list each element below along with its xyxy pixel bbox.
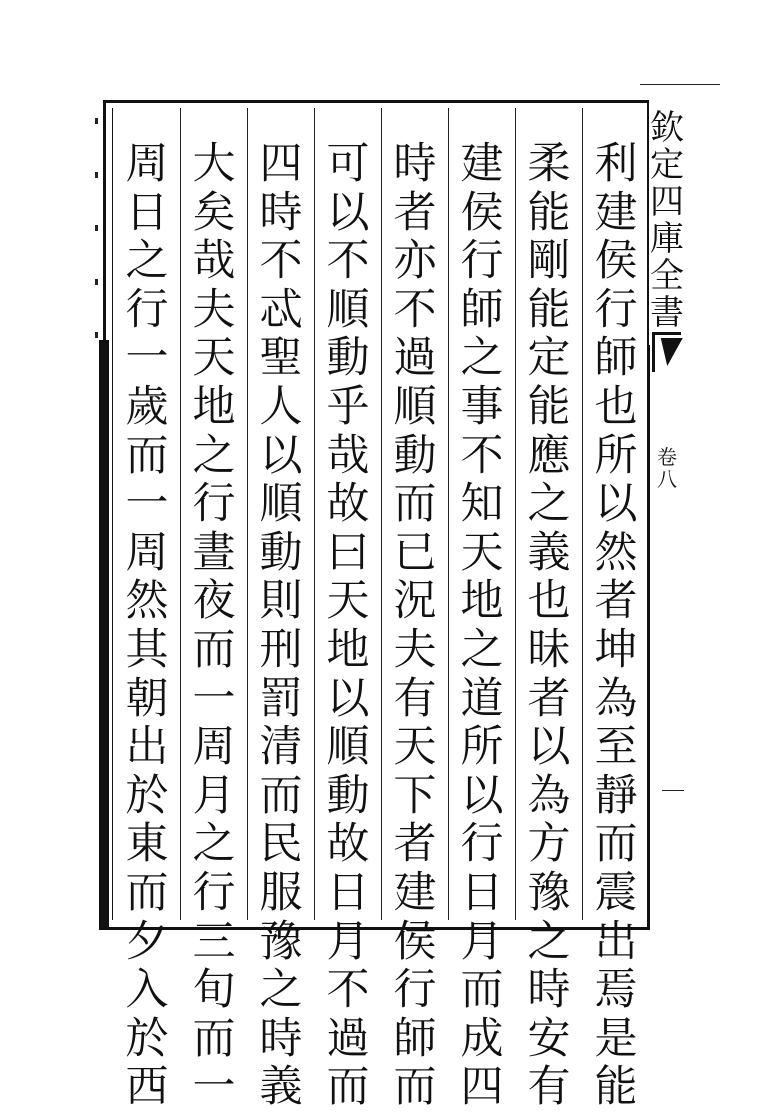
text-character: 地 (460, 576, 504, 627)
binding-edge-mark (99, 340, 109, 930)
column-rule (180, 108, 181, 920)
text-character: 而 (192, 624, 236, 675)
text-character: 其 (125, 624, 169, 675)
text-character: 侯 (460, 187, 504, 238)
text-character: 然 (594, 527, 638, 578)
gutter-volume-character: 卷 (657, 445, 677, 469)
text-character: 天 (393, 722, 437, 773)
text-character: 而 (594, 819, 638, 870)
text-character: 哉 (326, 430, 370, 481)
text-character: 地 (326, 624, 370, 675)
text-character: 有 (527, 1062, 571, 1112)
text-character: 一 (125, 479, 169, 530)
text-character: 所 (460, 722, 504, 773)
text-character: 焉 (594, 965, 638, 1016)
text-character: 以 (594, 479, 638, 530)
text-character: 柔 (527, 139, 571, 189)
text-character: 不 (259, 236, 303, 287)
gutter-title-character: 庫 (650, 219, 684, 259)
gutter-title-character: 定 (650, 145, 684, 185)
text-character: 聖 (259, 333, 303, 384)
text-character: 三 (192, 916, 236, 967)
text-character: 月 (192, 770, 236, 821)
gutter-volume-label (654, 446, 680, 490)
text-character: 則 (259, 576, 303, 627)
text-character: 動 (326, 333, 370, 384)
text-character: 動 (326, 770, 370, 821)
text-character: 矣 (192, 187, 236, 238)
text-character: 於 (125, 1013, 169, 1064)
text-character: 成 (460, 1013, 504, 1064)
column-rule (247, 108, 248, 920)
text-character: 故 (326, 819, 370, 870)
text-character: 時 (259, 1013, 303, 1064)
text-character: 師 (594, 333, 638, 384)
text-character: 時 (527, 965, 571, 1016)
text-character: 行 (460, 819, 504, 870)
text-character: 不 (393, 284, 437, 335)
column-rule (448, 108, 449, 920)
text-character: 道 (460, 673, 504, 724)
text-character: 以 (326, 673, 370, 724)
text-character: 利 (594, 139, 638, 189)
text-character: 時 (259, 187, 303, 238)
column-rule (515, 108, 516, 920)
text-column-3 (454, 139, 510, 1112)
text-character: 之 (259, 965, 303, 1016)
text-character: 日 (326, 867, 370, 918)
text-character: 師 (460, 284, 504, 335)
text-character: 順 (326, 722, 370, 773)
text-character: 四 (460, 1062, 504, 1112)
text-character: 夫 (393, 624, 437, 675)
text-character: 於 (125, 770, 169, 821)
text-character: 所 (594, 430, 638, 481)
text-character: 者 (594, 576, 638, 627)
text-character: 動 (259, 527, 303, 578)
text-character: 能 (527, 284, 571, 335)
text-character: 能 (527, 381, 571, 432)
text-character: 之 (460, 624, 504, 675)
inner-border-line (112, 108, 113, 920)
text-character: 已 (393, 527, 437, 578)
text-character: 月 (460, 916, 504, 967)
text-character: 而 (259, 770, 303, 821)
text-character: 罰 (259, 673, 303, 724)
text-character: 方 (527, 819, 571, 870)
text-character: 大 (192, 139, 236, 189)
column-rule (381, 108, 382, 920)
text-character: 周 (125, 527, 169, 578)
text-character: 歲 (125, 381, 169, 432)
text-character: 之 (460, 333, 504, 384)
text-character: 旬 (192, 965, 236, 1016)
text-character: 者 (393, 187, 437, 238)
text-character: 而 (192, 1013, 236, 1064)
gutter-title-character: 四 (650, 182, 684, 222)
text-character: 是 (594, 1013, 638, 1064)
text-character: 應 (527, 430, 571, 481)
text-character: 過 (393, 333, 437, 384)
text-character: 一 (192, 673, 236, 724)
text-character: 夜 (192, 576, 236, 627)
text-character: 清 (259, 722, 303, 773)
gutter-tick-rule (662, 790, 684, 791)
text-character: 以 (326, 187, 370, 238)
text-character: 時 (393, 139, 437, 189)
text-character: 而 (125, 430, 169, 481)
text-character: 哉 (192, 236, 236, 287)
text-character: 朝 (125, 673, 169, 724)
text-character: 人 (259, 381, 303, 432)
text-character: 行 (393, 965, 437, 1016)
text-column-6 (253, 139, 309, 1112)
text-character: 入 (125, 965, 169, 1016)
text-character: 不 (326, 236, 370, 287)
gutter-title-character: 書 (650, 293, 684, 333)
text-character: 西 (125, 1062, 169, 1112)
text-character: 日 (125, 187, 169, 238)
text-column-5 (320, 139, 376, 1112)
text-column-4 (387, 139, 443, 1112)
text-character: 事 (460, 381, 504, 432)
text-character: 為 (594, 673, 638, 724)
text-character: 而 (326, 1062, 370, 1112)
text-character: 夕 (125, 916, 169, 967)
text-character: 震 (594, 867, 638, 918)
text-character: 民 (259, 819, 303, 870)
text-character: 昧 (527, 624, 571, 675)
text-character: 況 (393, 576, 437, 627)
text-character: 剛 (527, 236, 571, 287)
text-character: 也 (594, 381, 638, 432)
text-character: 有 (393, 673, 437, 724)
column-rule (582, 108, 583, 920)
text-character: 豫 (527, 867, 571, 918)
text-character: 順 (326, 284, 370, 335)
gutter-title-character: 欽 (650, 108, 684, 148)
text-character: 建 (594, 187, 638, 238)
text-character: 能 (527, 187, 571, 238)
text-character: 師 (393, 1013, 437, 1064)
text-character: 故 (326, 479, 370, 530)
text-character: 之 (192, 430, 236, 481)
text-column-1 (588, 139, 644, 1112)
text-character: 義 (259, 1062, 303, 1112)
text-character: 日 (460, 867, 504, 918)
text-character: 曰 (326, 527, 370, 578)
text-character: 定 (527, 333, 571, 384)
text-character: 而 (125, 867, 169, 918)
text-character: 安 (527, 1013, 571, 1064)
text-character: 建 (460, 139, 504, 189)
text-character: 之 (527, 916, 571, 967)
text-character: 行 (125, 284, 169, 335)
text-character: 一 (125, 333, 169, 384)
text-character: 者 (393, 819, 437, 870)
text-column-2 (521, 139, 577, 1112)
text-character: 而 (460, 965, 504, 1016)
text-column-8 (119, 139, 175, 1112)
text-character: 不 (326, 965, 370, 1016)
text-character: 以 (527, 722, 571, 773)
text-character: 行 (192, 479, 236, 530)
text-character: 服 (259, 867, 303, 918)
text-character: 行 (594, 284, 638, 335)
text-character: 月 (326, 916, 370, 967)
text-character: 以 (259, 430, 303, 481)
text-character: 以 (460, 770, 504, 821)
text-character: 夫 (192, 284, 236, 335)
binding-dots (95, 118, 101, 338)
text-character: 靜 (594, 770, 638, 821)
text-character: 者 (527, 673, 571, 724)
text-character: 過 (326, 1013, 370, 1064)
text-character: 順 (393, 381, 437, 432)
text-character: 之 (125, 236, 169, 287)
text-character: 出 (125, 722, 169, 773)
text-character: 東 (125, 819, 169, 870)
text-character: 動 (393, 430, 437, 481)
text-character: 天 (460, 527, 504, 578)
text-character: 而 (393, 479, 437, 530)
text-character: 天 (192, 333, 236, 384)
column-rule (314, 108, 315, 920)
text-character: 坤 (594, 624, 638, 675)
text-character: 義 (527, 527, 571, 578)
text-character: 一 (192, 1062, 236, 1112)
text-character: 行 (192, 867, 236, 918)
text-character: 周 (125, 139, 169, 189)
text-character: 侯 (594, 236, 638, 287)
gutter-volume-character: 八 (657, 467, 677, 491)
text-character: 侯 (393, 916, 437, 967)
text-character: 而 (393, 1062, 437, 1112)
text-character: 不 (460, 430, 504, 481)
gutter-divider (648, 345, 650, 930)
text-character: 之 (192, 819, 236, 870)
text-character: 亦 (393, 236, 437, 287)
text-column-7 (186, 139, 242, 1112)
text-character: 天 (326, 576, 370, 627)
text-character: 能 (594, 1062, 638, 1112)
text-character: 刑 (259, 624, 303, 675)
text-character: 可 (326, 139, 370, 189)
fishtail-mark (652, 332, 683, 372)
text-character: 然 (125, 576, 169, 627)
text-character: 晝 (192, 527, 236, 578)
text-character: 忒 (259, 284, 303, 335)
text-character: 出 (594, 916, 638, 967)
text-character: 周 (192, 722, 236, 773)
text-character: 至 (594, 722, 638, 773)
text-character: 行 (460, 236, 504, 287)
text-character: 也 (527, 576, 571, 627)
gutter-top-rule (640, 84, 720, 85)
text-character: 建 (393, 867, 437, 918)
text-character: 豫 (259, 916, 303, 967)
text-character: 下 (393, 770, 437, 821)
text-character: 四 (259, 139, 303, 189)
text-character: 之 (527, 479, 571, 530)
text-character: 知 (460, 479, 504, 530)
text-character: 乎 (326, 381, 370, 432)
text-character: 為 (527, 770, 571, 821)
text-character: 地 (192, 381, 236, 432)
gutter-title-character: 全 (650, 256, 684, 296)
text-character: 順 (259, 479, 303, 530)
gutter-book-title (649, 110, 685, 332)
